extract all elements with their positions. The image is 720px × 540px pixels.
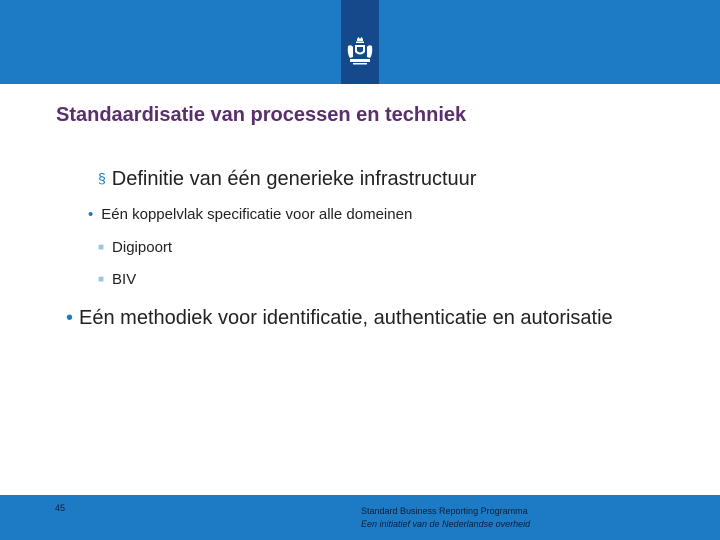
footer-band	[0, 495, 720, 540]
bullet-text: Eén methodiek voor identificatie, authenticatie en autorisatie	[79, 307, 613, 329]
bullet-level2-large	[66, 307, 613, 330]
header-band	[0, 0, 720, 84]
bullet-level3	[98, 271, 136, 288]
bullet-text: Eén koppelvlak specificatie voor alle domeinen	[101, 206, 413, 223]
bullet-text: BIV	[112, 271, 137, 288]
bullet-marker: •	[88, 206, 94, 223]
logo-strip	[341, 0, 379, 84]
bullet-marker: •	[66, 307, 74, 329]
bullet-level3	[98, 239, 172, 256]
bullet-text: Digipoort	[112, 239, 173, 256]
bullet-marker: ■	[98, 242, 105, 253]
slide-title: Standaardisatie van processen en techniek	[56, 104, 467, 126]
bullet-marker: ■	[98, 274, 105, 285]
bullet-marker: §	[98, 170, 106, 186]
bullet-level1	[98, 168, 476, 191]
footer-tagline: Een initiatief van de Nederlandse overheid	[361, 519, 531, 529]
program-name: Standard Business Reporting Programma	[361, 506, 528, 516]
footer-text	[361, 505, 530, 531]
bullet-level2	[88, 206, 412, 223]
bullet-text: Definitie van één generieke infrastructuur	[111, 168, 477, 190]
page-number: 45	[55, 503, 66, 513]
rijksoverheid-crest-icon	[345, 36, 375, 66]
